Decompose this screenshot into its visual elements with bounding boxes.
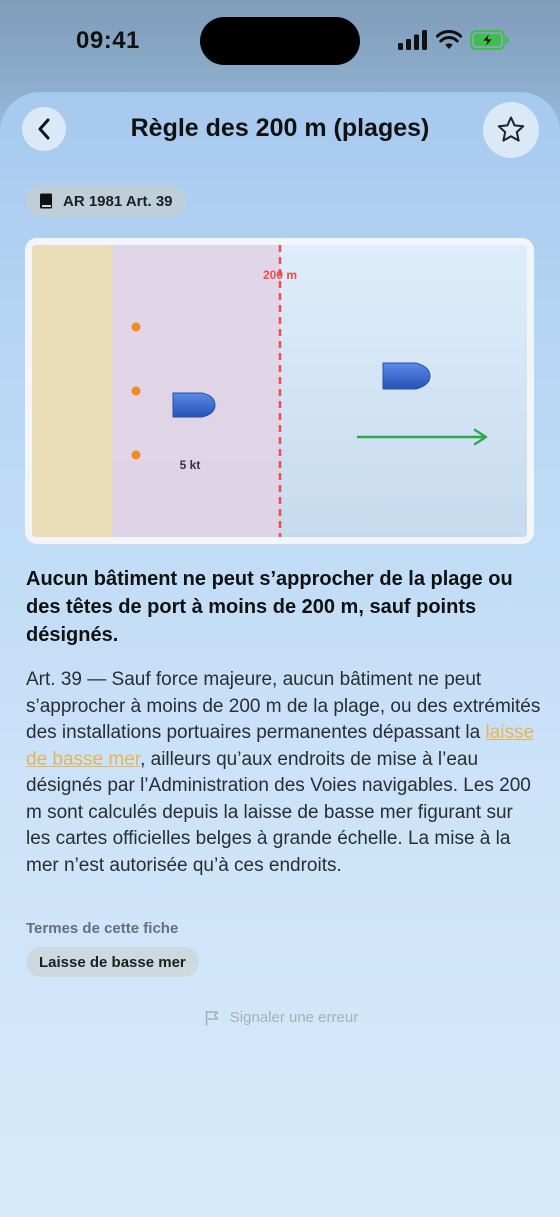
glossary-link[interactable]: laisse de basse mer (26, 722, 535, 770)
book-icon (39, 193, 53, 209)
star-icon (496, 115, 526, 145)
buoy (132, 387, 141, 396)
buoy (132, 323, 141, 332)
favorite-button[interactable] (483, 102, 539, 158)
speed-label: 5 kt (179, 458, 201, 472)
battery-charging-icon (470, 30, 510, 50)
distance-label: 200 m (262, 268, 298, 282)
status-time: 09:41 (76, 27, 140, 54)
sand-beach-area (32, 245, 112, 537)
status-icons (398, 30, 510, 50)
diagram-card (25, 238, 534, 544)
reference-badge (26, 185, 186, 217)
article-text (26, 667, 541, 879)
flag-icon (204, 1010, 220, 1026)
rule-headline: Aucun bâtiment ne peut s’approcher de la plage ou des têtes de port à moins de 200 m, sauf points désignés. (26, 568, 513, 646)
page-title: Règle des 200 m (plages) (130, 114, 430, 142)
reference-label: AR 1981 Art. 39 (63, 192, 173, 210)
article-text-end: , ailleurs qu’aux endroits de mise à l’eau désignés par l’Administration des Voies navigables. Les 200 m sont calculés depuis la laisse de basse mer figurant sur les cartes officielles belges à grande échelle. La mise à la mer n’est autorisée qu’à ces endroits. (26, 748, 531, 876)
term-chip[interactable] (26, 947, 199, 977)
dynamic-island (200, 17, 360, 65)
terms-heading: Termes de cette fiche (26, 920, 179, 937)
cellular-signal-icon (398, 30, 428, 50)
slow-boat (173, 393, 215, 417)
wifi-icon (436, 30, 462, 50)
buoy (132, 451, 141, 460)
report-error-button[interactable] (0, 1009, 560, 1026)
fast-boat (383, 363, 430, 389)
status-bar (0, 0, 560, 84)
term-chip-label: Laisse de basse mer (39, 953, 186, 971)
beach-zone-diagram (32, 245, 527, 537)
article-text-start: Art. 39 — Sauf force majeure, aucun bâtiment ne peut s’approcher à moins de 200 m de la plage, ou des extrémités des installations portuaires permanentes dépassant la (26, 669, 541, 743)
report-label: Signaler une erreur (229, 1009, 359, 1026)
